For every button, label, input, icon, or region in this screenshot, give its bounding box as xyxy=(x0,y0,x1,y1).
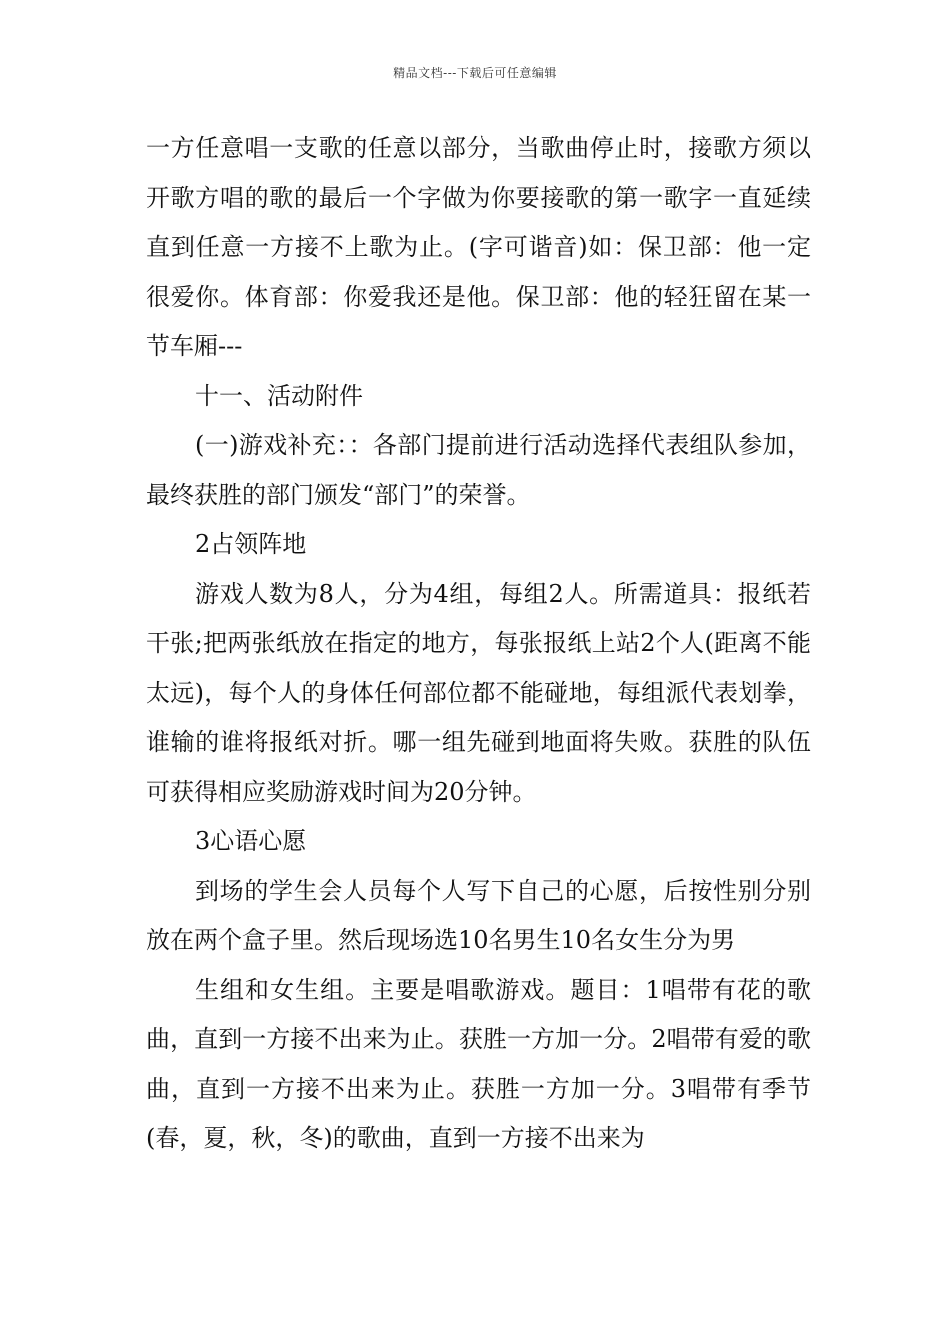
paragraph-singing-game: 生组和女生组。主要是唱歌游戏。题目：1唱带有花的歌曲，直到一方接不出来为止。获胜一方加一分。2唱带有爱的歌曲，直到一方接不出来为止。获胜一方加一分。3唱带有季节(春，夏，秋，冬)的歌曲，直到一方接不出来为 xyxy=(146,975,811,1152)
section-heading-attachments: 十一、活动附件 xyxy=(195,381,363,410)
paragraph-song-relay: 一方任意唱一支歌的任意以部分，当歌曲停止时，接歌方须以开歌方唱的歌的最后一个字做为你要接歌的第一歌字一直延续直到任意一方接不上歌为止。(字可谐音)如：保卫部：他一定很爱你。体育部：你爱我还是他。保卫部：他的轻狂留在某一节车厢--- xyxy=(146,134,811,360)
paragraph-occupy-territory-rules: 游戏人数为8人，分为4组，每组2人。所需道具：报纸若干张;把两张纸放在指定的地方，每张报纸上站2个人(距离不能太远)，每个人的身体任何部位都不能碰地，每组派代表划拳，谁输的谁将报纸对折。哪一组先碰到地面将失败。获胜的队伍可获得相应奖励游戏时间为20分钟。 xyxy=(146,579,811,806)
subheading-occupy-territory: 2占领阵地 xyxy=(195,530,307,558)
paragraph-game-supplement: (一)游戏补充：：各部门提前进行活动选择代表组队参加，最终获胜的部门颁发“部门”的荣誉。 xyxy=(146,431,811,509)
document-body xyxy=(146,124,811,1164)
page-header: 精品文档---下载后可任意编辑 xyxy=(393,66,557,80)
subheading-wishes: 3心语心愿 xyxy=(195,827,307,855)
paragraph-wishes-setup: 到场的学生会人员每个人写下自己的心愿，后按性别分别放在两个盒子里。然后现场选10名男生10名女生分为男 xyxy=(146,876,811,954)
